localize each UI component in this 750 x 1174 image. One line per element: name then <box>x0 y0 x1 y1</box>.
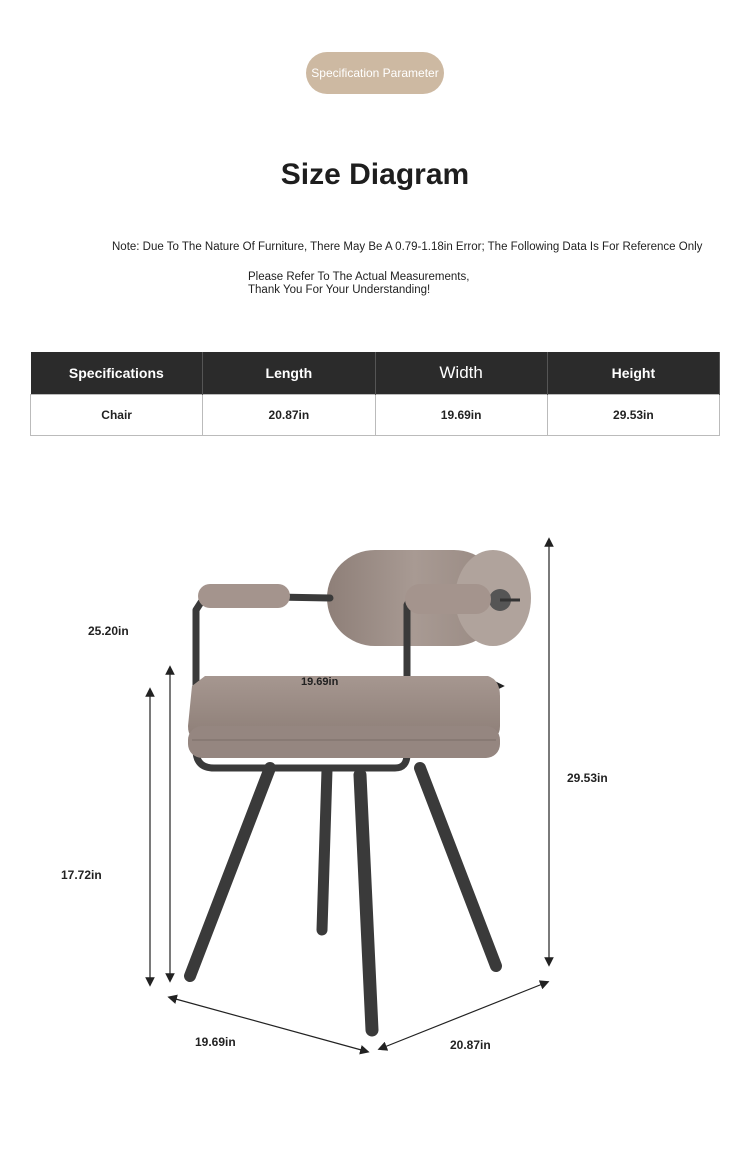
header-specifications: Specifications <box>31 352 203 395</box>
spec-table-header-row <box>31 352 720 395</box>
header-length: Length <box>203 352 375 395</box>
spec-parameter-pill <box>306 52 444 94</box>
header-height: Height <box>547 352 719 395</box>
base-width-label: 20.87in <box>450 1038 491 1052</box>
total-height-label: 29.53in <box>567 771 608 785</box>
spec-table <box>30 352 720 436</box>
cell-product-name: Chair <box>31 395 203 436</box>
chair-legs <box>190 768 496 1030</box>
chair-diagram <box>0 500 750 1074</box>
header-width: Width <box>375 352 547 395</box>
cell-length: 20.87in <box>203 395 375 436</box>
base-depth-label: 19.69in <box>195 1035 236 1049</box>
table-row <box>31 395 720 436</box>
backrest-height-label: 25.20in <box>88 624 129 638</box>
seat-depth-label: 19.69in <box>301 676 339 688</box>
seat-height-label: 17.72in <box>61 868 102 882</box>
thanks-line-2: Thank You For Your Understanding! <box>248 284 431 296</box>
seat-cushion <box>188 676 500 758</box>
thanks-note <box>248 271 469 297</box>
cell-height: 29.53in <box>547 395 719 436</box>
page-title: Size Diagram <box>280 158 470 191</box>
error-note: Note: Due To The Nature Of Furniture, There May Be A 0.79-1.18in Error; The Following Data Is For Reference Only <box>112 241 703 253</box>
cell-width: 19.69in <box>375 395 547 436</box>
spec-parameter-label: Specification Parameter <box>311 66 439 80</box>
thanks-line-1: Please Refer To The Actual Measurements, <box>248 271 470 283</box>
